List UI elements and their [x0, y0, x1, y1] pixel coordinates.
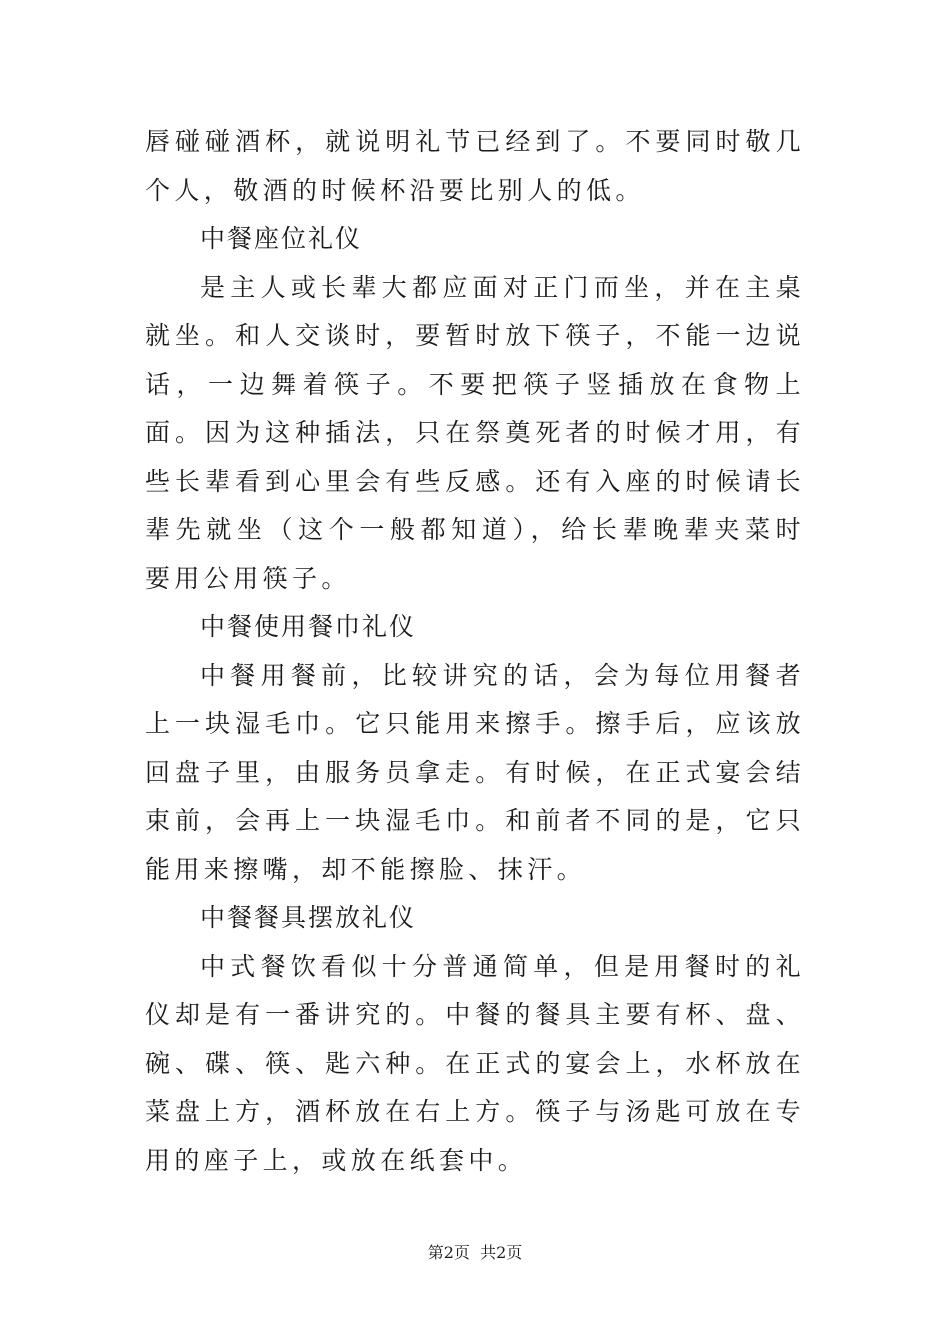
page-number: 第2页 共2页 — [427, 1243, 523, 1262]
body-paragraph: 唇碰碰酒杯，就说明礼节已经到了。不要同时敬几个人，敬酒的时候杯沿要比别人的低。 — [145, 127, 805, 205]
body-paragraph: 是主人或长辈大都应面对正门而坐，并在主桌就坐。和人交谈时，要暂时放下筷子，不能一边说话，一边舞着筷子。不要把筷子竖插放在食物上面。因为这种插法，只在祭奠死者的时候才用，有些长辈看到心里会有些反感。还有入座的时候请长辈先就坐（这个一般都知道），给长辈晚辈夹菜时要用公用筷子。 — [145, 272, 805, 593]
section-heading: 中餐餐具摆放礼仪 — [200, 903, 417, 932]
body-paragraph: 中餐用餐前，比较讲究的话，会为每位用餐者上一块湿毛巾。它只能用来擦手。擦手后，应该放回盘子里，由服务员拿走。有时候，在正式宴会结束前，会再上一块湿毛巾。和前者不同的是，它只能用来擦嘴，却不能擦脸、抹汗。 — [145, 660, 805, 884]
section-heading: 中餐座位礼仪 — [200, 224, 363, 253]
section-heading: 中餐使用餐巾礼仪 — [200, 612, 417, 641]
body-paragraph: 中式餐饮看似十分普通简单，但是用餐时的礼仪却是有一番讲究的。中餐的餐具主要有杯、盘、碗、碟、筷、匙六种。在正式的宴会上，水杯放在菜盘上方，酒杯放在右上方。筷子与汤匙可放在专用的座子上，或放在纸套中。 — [145, 951, 805, 1175]
page-footer — [0, 1241, 950, 1265]
document-body — [145, 118, 805, 1185]
